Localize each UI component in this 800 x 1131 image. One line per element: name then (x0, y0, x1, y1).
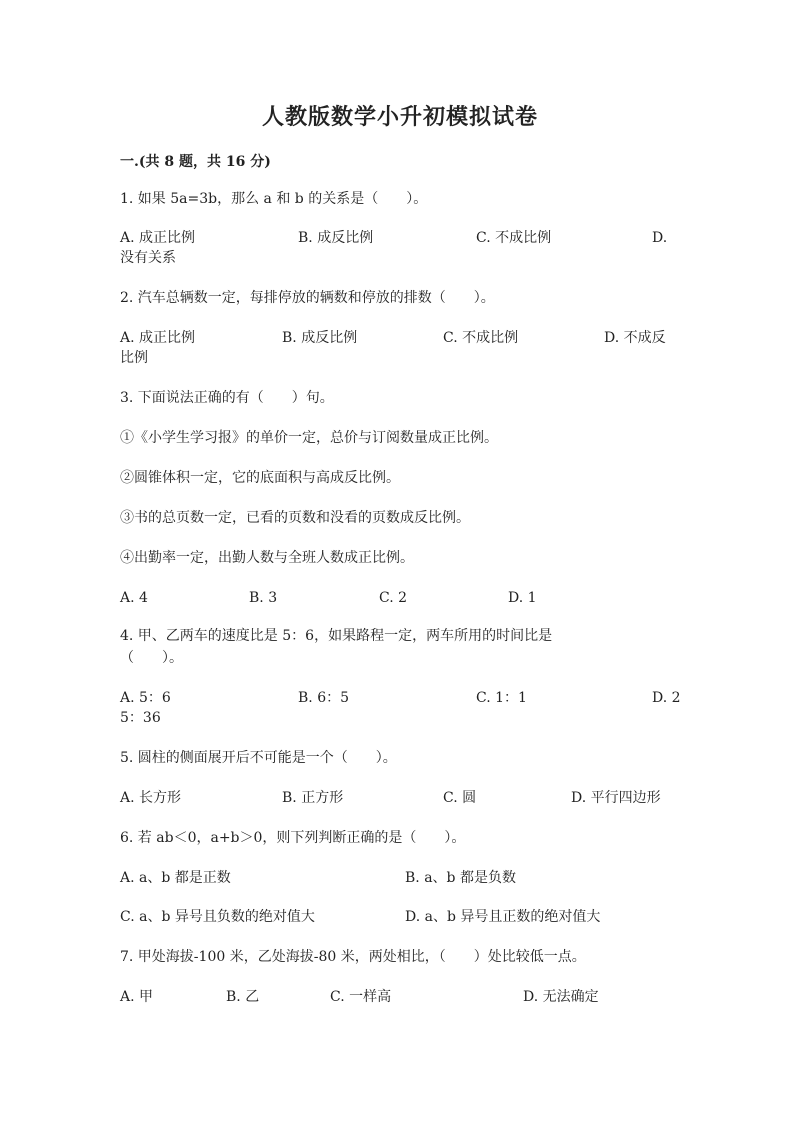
q6-option-a: A. a、b 都是正数 (120, 870, 231, 886)
q5-option-b: B. 正方形 (282, 790, 344, 806)
q5-option-a: A. 长方形 (120, 790, 182, 806)
q2-option-d: D. 不成反 (604, 330, 666, 346)
q4-option-d-wrap: 5：36 (120, 710, 161, 726)
q4-option-a: A. 5：6 (120, 690, 171, 706)
q6-option-d: D. a、b 异号且正数的绝对值大 (405, 909, 601, 925)
q2-option-b: B. 成反比例 (282, 330, 358, 346)
question-4-stem-cont: （ ）。 (120, 650, 183, 666)
q5-option-c: C. 圆 (443, 790, 477, 806)
q3-statement-4: ④出勤率一定，出勤人数与全班人数成正比例。 (120, 550, 414, 566)
q3-statement-3: ③书的总页数一定，已看的页数和没看的页数成反比例。 (120, 510, 470, 526)
q2-option-c: C. 不成比例 (443, 330, 519, 346)
q7-option-a: A. 甲 (120, 989, 154, 1005)
q1-option-a: A. 成正比例 (120, 230, 196, 246)
question-4-stem: 4. 甲、乙两车的速度比是 5：6，如果路程一定，两车所用的时间比是 (120, 628, 553, 644)
q3-statement-1: ①《小学生学习报》的单价一定，总价与订阅数量成正比例。 (120, 430, 498, 446)
q3-option-c: C. 2 (379, 590, 408, 606)
q4-option-c: C. 1：1 (476, 690, 527, 706)
q3-statement-2: ②圆锥体积一定，它的底面积与高成反比例。 (120, 470, 400, 486)
q1-option-d-wrap: 没有关系 (120, 250, 176, 266)
section-heading: 一.(共 8 题，共 16 分) (120, 154, 271, 170)
q1-option-d: D. (652, 230, 668, 246)
q5-option-d: D. 平行四边形 (571, 790, 661, 806)
q2-option-d-wrap: 比例 (120, 350, 148, 366)
question-3-stem: 3. 下面说法正确的有（ ）句。 (120, 390, 334, 406)
q6-option-b: B. a、b 都是负数 (405, 870, 516, 886)
q4-option-b: B. 6：5 (298, 690, 350, 706)
q2-option-a: A. 成正比例 (120, 330, 196, 346)
q7-option-c: C. 一样高 (330, 989, 392, 1005)
q1-option-c: C. 不成比例 (476, 230, 552, 246)
question-2-stem: 2. 汽车总辆数一定，每排停放的辆数和停放的排数（ ）。 (120, 290, 495, 306)
page-title: 人教版数学小升初模拟试卷 (261, 104, 538, 130)
q1-option-b: B. 成反比例 (298, 230, 374, 246)
question-5-stem: 5. 圆柱的侧面展开后不可能是一个（ ）。 (120, 750, 397, 766)
question-6-stem: 6. 若 ab＜0，a+b＞0，则下列判断正确的是（ ）。 (120, 830, 466, 846)
q6-option-c: C. a、b 异号且负数的绝对值大 (120, 909, 315, 925)
q3-option-a: A. 4 (120, 590, 148, 606)
question-7-stem: 7. 甲处海拔-100 米，乙处海拔-80 米，两处相比，（ ）处比较低一点。 (120, 949, 586, 965)
q4-option-d: D. 2 (652, 690, 681, 706)
q3-option-d: D. 1 (508, 590, 537, 606)
question-1-stem: 1. 如果 5a=3b，那么 a 和 b 的关系是（ ）。 (120, 191, 428, 207)
q3-option-b: B. 3 (249, 590, 278, 606)
q7-option-d: D. 无法确定 (523, 989, 599, 1005)
q7-option-b: B. 乙 (226, 989, 260, 1005)
